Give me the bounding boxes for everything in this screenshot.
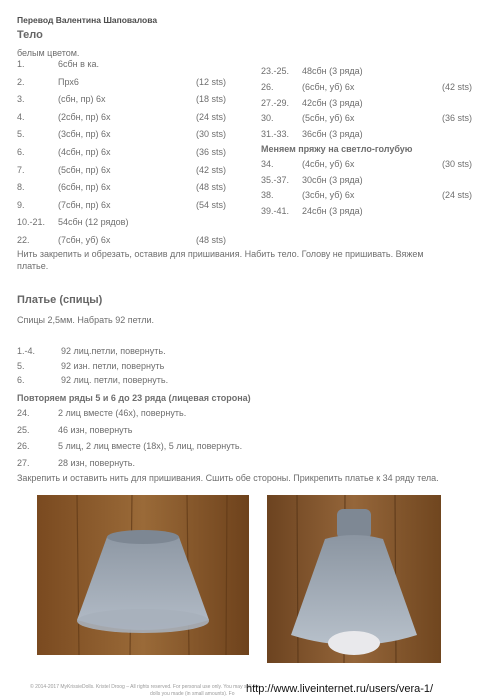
instruction-row xyxy=(17,76,226,88)
row-stitch-count: (30 sts) xyxy=(195,129,226,140)
row-instruction: 36сбн (3 ряда) xyxy=(302,129,363,140)
photo-dress-on-doll xyxy=(267,495,441,663)
row-number: 4. xyxy=(17,111,25,122)
instruction-row xyxy=(261,65,472,77)
body-finish-line2: платье. xyxy=(17,261,49,271)
row-instruction: 42сбн (3 ряда) xyxy=(302,97,363,108)
row-number: 8. xyxy=(17,182,25,193)
row-instruction: 28 изн, повернуть. xyxy=(58,457,135,468)
instruction-row xyxy=(17,440,317,452)
row-number: 2. xyxy=(17,76,25,87)
instruction-row xyxy=(17,216,226,228)
row-stitch-count: (48 sts) xyxy=(195,235,226,245)
row-number: 6. xyxy=(17,147,25,157)
row-instruction: (6сбн, уб) 6х xyxy=(302,81,355,92)
row-instruction: (2сбн, пр) 6х xyxy=(58,111,111,122)
row-number: 23.-25. xyxy=(261,66,290,76)
row-stitch-count: (12 sts) xyxy=(195,76,226,87)
row-instruction: (3сбн, пр) 6х xyxy=(58,129,111,140)
row-number: 1. xyxy=(17,59,25,69)
row-number: 24. xyxy=(17,408,30,418)
section-title-dress: Платье (спицы) xyxy=(17,294,103,306)
instruction-row xyxy=(17,234,226,246)
footer-copyright-2: dolls you made (in small amounts). Fo xyxy=(150,691,235,697)
color-change-note: Меняем пряжу на светло-голубую xyxy=(261,144,413,154)
instruction-row xyxy=(17,111,226,123)
row-instruction: 92 изн. петли, повернуть xyxy=(61,360,165,371)
instruction-row xyxy=(17,345,317,357)
instruction-row xyxy=(261,128,472,140)
row-number: 3. xyxy=(17,94,25,105)
instruction-row xyxy=(17,457,317,469)
repeat-note: Повторяем ряды 5 и 6 до 23 ряда (лицевая сторона) xyxy=(17,393,251,403)
instruction-row xyxy=(17,424,317,436)
row-instruction: (5сбн, пр) 6х xyxy=(58,164,111,175)
row-instruction: (6сбн, пр) 6х xyxy=(58,182,111,193)
instruction-row xyxy=(261,174,472,186)
row-instruction: 92 лиц.петли, повернуть. xyxy=(61,346,166,356)
body-finish-line1: Нить закрепить и обрезать, оставив для пришивания. Набить тело. Голову не пришивать. Вяжем xyxy=(17,249,424,259)
row-number: 5. xyxy=(17,360,25,371)
instruction-row xyxy=(17,407,317,419)
instruction-row xyxy=(17,128,226,140)
row-number: 26. xyxy=(17,441,30,451)
row-stitch-count: (42 sts) xyxy=(441,81,472,92)
row-number: 7. xyxy=(17,164,25,175)
instruction-row xyxy=(17,360,317,372)
watermark-url[interactable]: http://www.liveinternet.ru/users/vera-1/ xyxy=(246,683,434,695)
row-number: 35.-37. xyxy=(261,174,290,185)
photo-dress-flat xyxy=(37,495,249,655)
dress-finish: Закрепить и оставить нить для пришивания. Сшить обе стороны. Прикрепить платье к 34 ряду тела. xyxy=(17,473,439,483)
row-instruction: 46 изн, повернуть xyxy=(58,424,133,435)
row-number: 1.-4. xyxy=(17,346,36,356)
instruction-row xyxy=(17,181,226,193)
footer-copyright: © 2014-2017 MyKrissieDolls. Kristel Droog – All rights reserved. For personal use only. You may sell the xyxy=(30,684,260,690)
row-instruction: (5сбн, уб) 6х xyxy=(302,113,355,124)
row-stitch-count: (24 sts) xyxy=(441,190,472,201)
row-instruction: Прх6 xyxy=(58,76,79,87)
row-number: 31.-33. xyxy=(261,129,290,140)
row-instruction: (сбн, пр) 6х xyxy=(58,94,106,105)
row-number: 30. xyxy=(261,113,274,124)
instruction-row xyxy=(17,93,226,105)
row-number: 22. xyxy=(17,235,30,245)
row-stitch-count: (30 sts) xyxy=(441,159,472,169)
row-stitch-count: (24 sts) xyxy=(195,111,226,122)
row-stitch-count: (18 sts) xyxy=(195,94,226,105)
instruction-row xyxy=(17,199,226,211)
row-stitch-count: (54 sts) xyxy=(195,199,226,210)
instruction-row xyxy=(261,158,472,170)
row-number: 34. xyxy=(261,159,274,169)
row-instruction: 5 лиц, 2 лиц вместе (18х), 5 лиц, повернуть. xyxy=(58,441,243,451)
instruction-row xyxy=(261,97,472,109)
row-number: 27.-29. xyxy=(261,97,290,108)
instruction-row xyxy=(17,164,226,176)
row-stitch-count: (42 sts) xyxy=(195,164,226,175)
instruction-row xyxy=(261,81,472,93)
row-stitch-count: (36 sts) xyxy=(195,147,226,157)
row-instruction: 6сбн в ка. xyxy=(58,59,100,69)
translator-credit: Перевод Валентина Шаповалова xyxy=(17,15,158,25)
row-stitch-count: (48 sts) xyxy=(195,182,226,193)
row-instruction: 2 лиц вместе (46х), повернуть. xyxy=(58,408,187,418)
row-number: 27. xyxy=(17,457,30,468)
row-number: 6. xyxy=(17,375,25,385)
row-instruction: (7сбн, пр) 6х xyxy=(58,199,111,210)
row-instruction: (7сбн, уб) 6х xyxy=(58,235,111,245)
row-instruction: (4сбн, пр) 6х xyxy=(58,147,111,157)
body-intro: белым цветом. xyxy=(17,48,80,58)
row-number: 39.-41. xyxy=(261,205,290,216)
dress-intro: Спицы 2,5мм. Набрать 92 петли. xyxy=(17,315,154,325)
row-instruction: 48сбн (3 ряда) xyxy=(302,66,363,76)
row-instruction: (3сбн, уб) 6х xyxy=(302,190,355,201)
row-instruction: 24сбн (3 ряда) xyxy=(302,205,363,216)
row-number: 10.-21. xyxy=(17,217,46,228)
row-number: 38. xyxy=(261,190,274,201)
row-instruction: 92 лиц. петли, повернуть. xyxy=(61,375,169,385)
instruction-row xyxy=(17,146,226,158)
section-title-body: Тело xyxy=(17,29,43,41)
row-instruction: 54сбн (12 рядов) xyxy=(58,217,129,228)
row-stitch-count: (36 sts) xyxy=(441,113,472,124)
instruction-row xyxy=(261,112,472,124)
row-number: 26. xyxy=(261,81,274,92)
row-instruction: (4сбн, уб) 6х xyxy=(302,159,355,169)
row-number: 25. xyxy=(17,424,30,435)
instruction-row xyxy=(17,58,226,70)
row-number: 5. xyxy=(17,129,25,140)
row-instruction: 30сбн (3 ряда) xyxy=(302,174,363,185)
instruction-row xyxy=(261,189,472,201)
instruction-row xyxy=(261,205,472,217)
row-number: 9. xyxy=(17,199,25,210)
instruction-row xyxy=(17,374,317,386)
